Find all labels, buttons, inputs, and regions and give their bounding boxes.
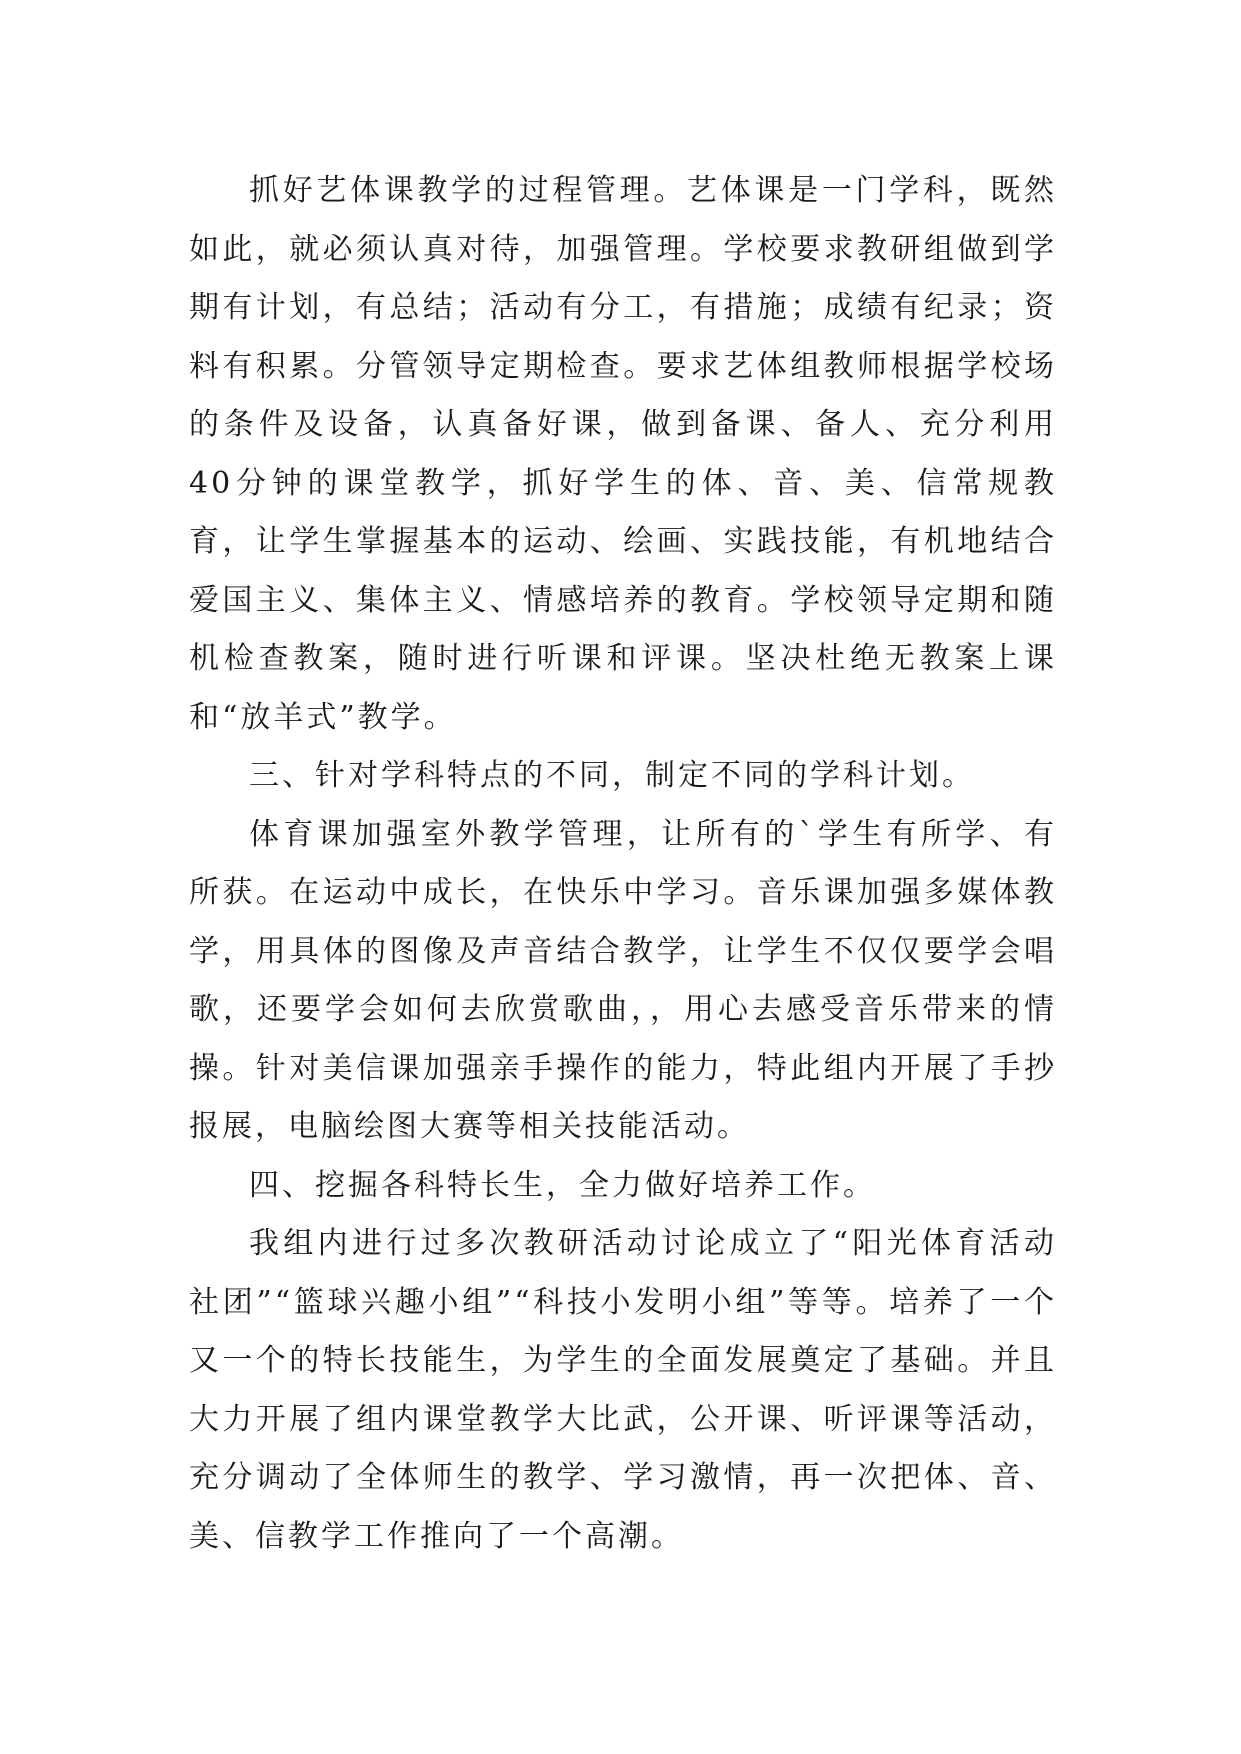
heading-section-four: 四、挖掘各科特长生，全力做好培养工作。 [249,1167,876,1203]
heading-section-three: 三、针对学科特点的不同，制定不同的学科计划。 [249,758,975,793]
paragraph-subject-plans: 体育课加强室外教学管理，让所有的`学生有所学、有所获。在运动中成长，在快乐中学习。音乐课加强多媒体教学，用具体的图像及声音结合教学，让学生不仅仅要学会唱歌，还要学会如何去欣赏歌曲，，用心去感受音乐带来的情操。针对美信课加强亲手操作的能力，特此组内开展了手抄报展，电脑绘图大赛等相关技能活动。 [189,816,1057,1144]
paragraph-process-management: 抓好艺体课教学的过程管理。艺体课是一门学科，既然如此，就必须认真对待，加强管理。学校要求教研组做到学期有计划，有总结；活动有分工，有措施；成绩有纪录；资料有积累。分管领导定期检查。要求艺体组教师根据学校场的条件及设备，认真备好课，做到备课、备人、充分利用40分钟的课堂教学，抓好学生的体、音、美、信常规教育，让学生掌握基本的运动、绘画、实践技能，有机地结合爱国主义、集体主义、情感培养的教育。学校领导定期和随机检查教案，随时进行听课和评课。坚决杜绝无教案上课和“放羊式”教学。 [189,173,1057,735]
paragraph-talent-cultivation: 我组内进行过多次教研活动讨论成立了“阳光体育活动社团”“篮球兴趣小组”“科技小发明小组”等等。培养了一个又一个的特长技能生，为学生的全面发展奠定了基础。并且大力开展了组内课堂教学大比武，公开课、听评课等活动，充分调动了全体师生的教学、学习激情，再一次把体、音、美、信教学工作推向了一个高潮。 [189,1226,1057,1554]
document-body [189,162,1057,1566]
